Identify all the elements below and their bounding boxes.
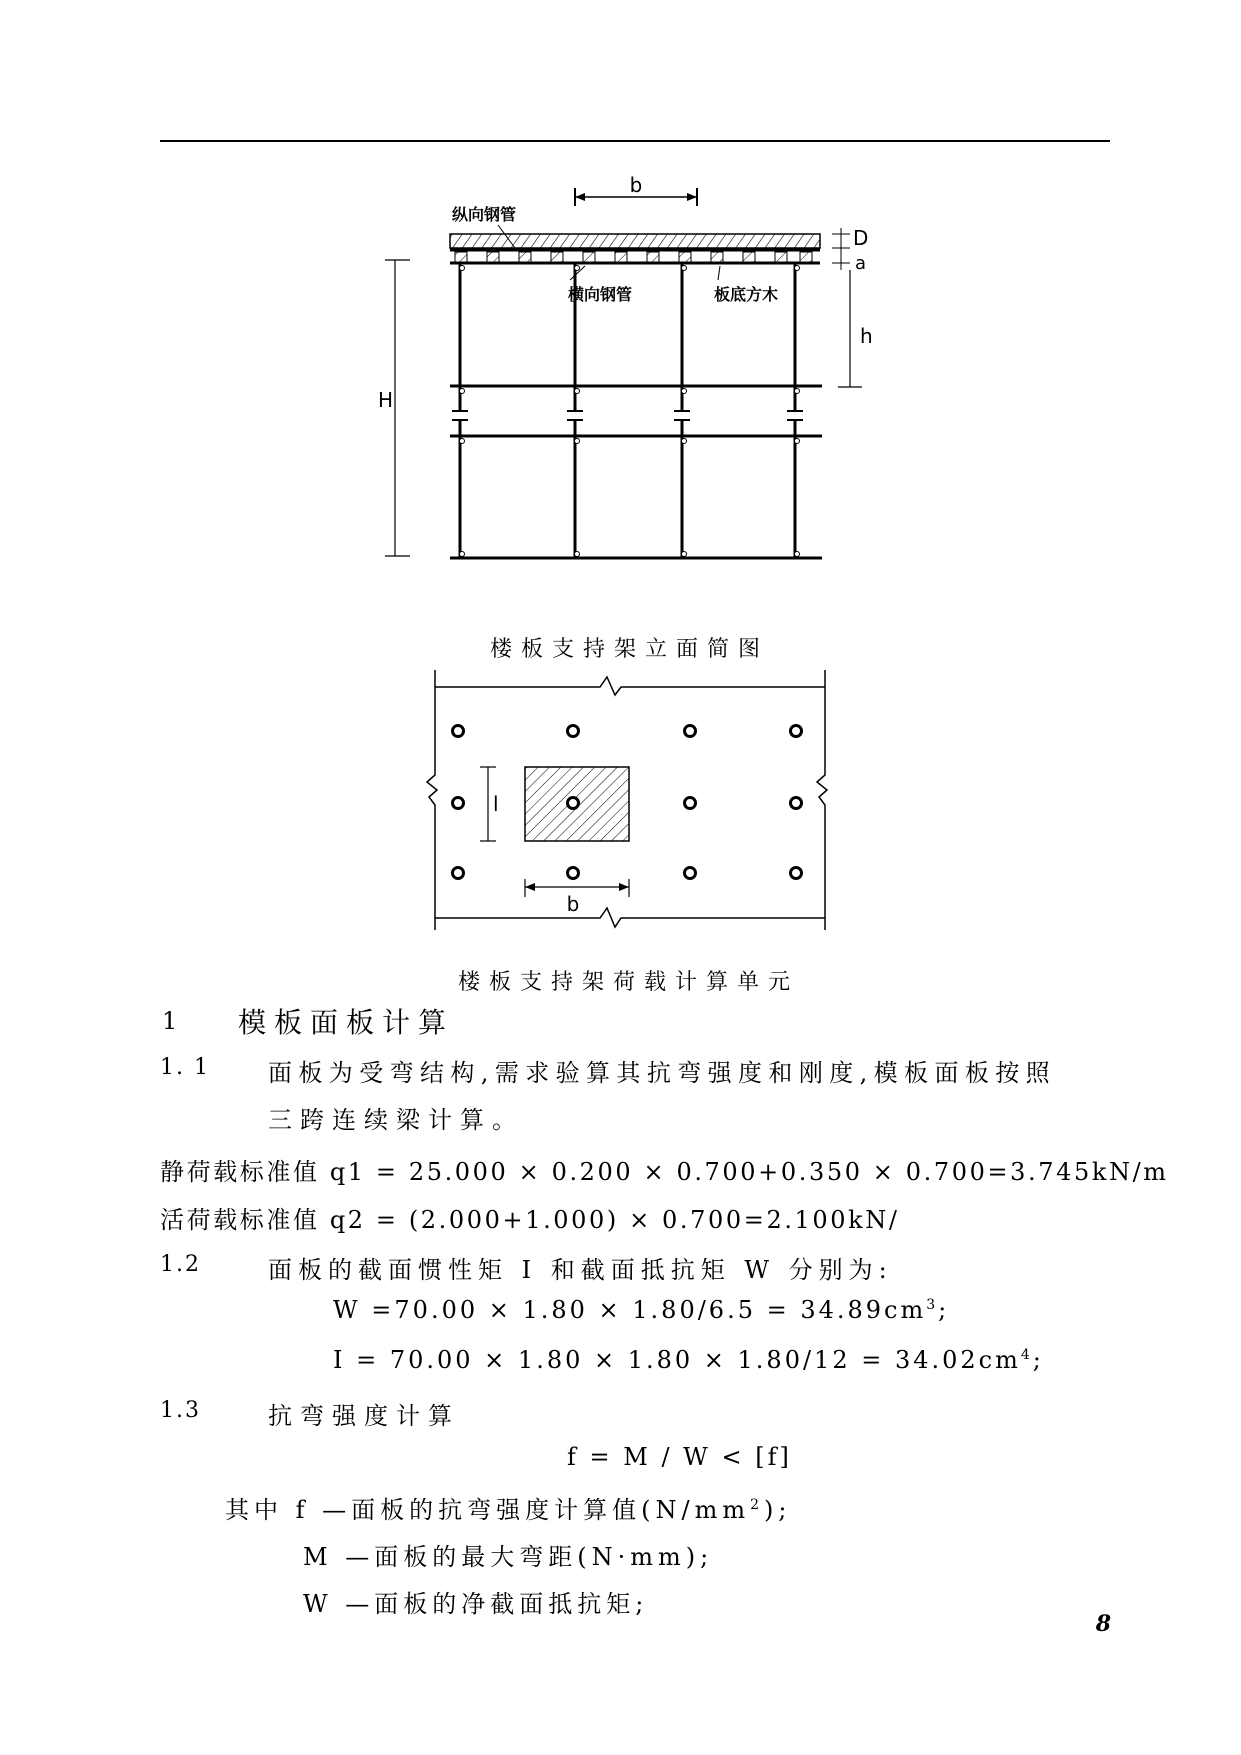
where-f-end: ); bbox=[764, 1496, 792, 1524]
label-b-plan: b bbox=[566, 892, 580, 916]
header-rule bbox=[160, 140, 1110, 142]
where-f-sup: 2 bbox=[750, 1497, 765, 1513]
where-f-line bbox=[225, 1490, 791, 1525]
page-number: 8 bbox=[1095, 1611, 1111, 1637]
formula-I-end: ; bbox=[1032, 1346, 1044, 1374]
section-1-3-title: 抗弯强度计算 bbox=[268, 1402, 460, 1430]
formula-I bbox=[333, 1346, 1044, 1374]
formula-W-main: W =70.00 × 1.80 × 1.80/6.5 = 34.89cm bbox=[333, 1296, 927, 1324]
formula-W bbox=[333, 1296, 949, 1324]
label-l: l bbox=[493, 792, 499, 816]
section-1-2-number: 1.2 bbox=[160, 1252, 201, 1277]
where-f-main: 其中 f —面板的抗弯强度计算值(N/mm bbox=[225, 1496, 751, 1524]
label-b-top: b bbox=[629, 173, 643, 197]
plan-caption: 楼板支持架荷载计算单元 bbox=[458, 970, 800, 995]
formula-I-main: I = 70.00 × 1.80 × 1.80 × 1.80/12 = 34.02cm bbox=[333, 1346, 1021, 1374]
plan-diagram bbox=[425, 665, 835, 935]
slab bbox=[450, 234, 820, 248]
formula-W-end: ; bbox=[938, 1296, 950, 1324]
label-D: D bbox=[853, 226, 869, 250]
label-H: H bbox=[378, 388, 394, 412]
label-a: a bbox=[855, 253, 867, 274]
formula-f: f = M / W < [f] bbox=[567, 1443, 792, 1471]
static-load-line: 静荷载标准值 q1 = 25.000 × 0.200 × 0.700+0.350 × 0.700=3.745kN/m bbox=[160, 1158, 1169, 1186]
timber-joists bbox=[455, 252, 812, 262]
label-h: h bbox=[860, 324, 873, 348]
section-1-number: 1 bbox=[162, 1007, 180, 1035]
label-timber: 板底方木 bbox=[714, 285, 779, 304]
where-W-line: W —面板的净截面抵抗矩; bbox=[303, 1590, 649, 1618]
section-1-title: 模板面板计算 bbox=[238, 1006, 455, 1039]
formula-W-sup: 3 bbox=[926, 1297, 939, 1313]
formula-I-sup: 4 bbox=[1020, 1347, 1033, 1363]
section-1-1-number: 1. 1 bbox=[160, 1055, 210, 1080]
where-M-line: M —面板的最大弯距(N·mm); bbox=[303, 1543, 714, 1571]
label-longitudinal-pipe: 纵向钢管 bbox=[452, 205, 517, 224]
section-1-1-text-line1: 面板为受弯结构,需求验算其抗弯强度和刚度,模板面板按照 bbox=[268, 1059, 1057, 1087]
label-transverse-pipe: 横向钢管 bbox=[568, 285, 633, 304]
section-1-2-text: 面板的截面惯性矩 I 和截面抵抗矩 W 分别为: bbox=[268, 1256, 893, 1284]
uprights bbox=[460, 263, 795, 558]
section-1-1-text-line2: 三跨连续梁计算。 bbox=[268, 1106, 524, 1134]
elevation-diagram bbox=[370, 170, 900, 570]
horizontal-pipes bbox=[450, 386, 822, 558]
elevation-caption: 楼板支持架立面简图 bbox=[490, 637, 770, 662]
section-1-3-number: 1.3 bbox=[160, 1398, 201, 1423]
live-load-line: 活荷载标准值 q2 = (2.000+1.000) × 0.700=2.100kN/ bbox=[160, 1206, 900, 1234]
